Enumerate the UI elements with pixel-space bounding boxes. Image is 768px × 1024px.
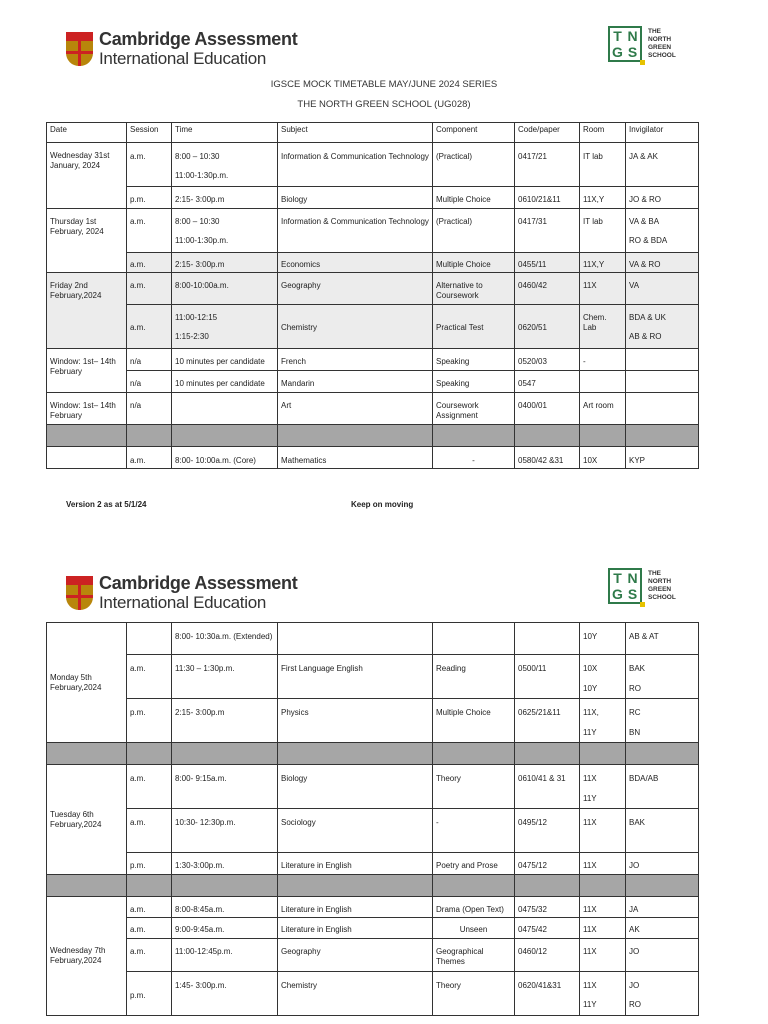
table-row: p.m. 2:15- 3:00p.m Physics Multiple Choice 0625/21&11 11X, 11Y RC BN — [47, 699, 699, 743]
school-logo-page2 — [608, 568, 676, 604]
cambridge-shield-icon — [66, 576, 93, 610]
timetable-title: IGSCE MOCK TIMETABLE MAY/JUNE 2024 SERIES — [270, 79, 498, 90]
table-row: Thursday 1st February, 2024 a.m. 8:00 – 10:30 11:00-1:30p.m. Information & Communication Technology (Practical) 0417/31 IT lab VA & BA RO & BDA — [47, 209, 699, 253]
table-row: p.m. 1:45- 3:00p.m. Chemistry Theory 0620/41&31 11X 11Y JO RO — [47, 972, 699, 1016]
table-row: Wednesday 7th February,2024 a.m. 8:00-8:45a.m. Literature in English Drama (Open Text) 0475/32 11X JA — [47, 897, 699, 918]
tngs-badge-icon: T N G S — [608, 568, 642, 604]
table-row: a.m. 9:00-9:45a.m. Literature in English Unseen 0475/42 11X AK — [47, 918, 699, 939]
header-row: Date Session Time Subject Component Code/paper Room Invigilator — [47, 123, 699, 143]
version-note: Version 2 as at 5/1/24 — [66, 500, 147, 509]
cambridge-logo-line1: Cambridge Assessment — [99, 29, 298, 49]
table-row: Friday 2nd February,2024 a.m. 8:00-10:00a.m. Geography Alternative to Coursework 0460/42 11X VA — [47, 273, 699, 305]
cambridge-shield-icon — [66, 32, 93, 66]
table-row: p.m. 1:30-3:00p.m. Literature in English Poetry and Prose 0475/12 11X JO — [47, 853, 699, 875]
cambridge-logo — [66, 30, 297, 68]
table-row: p.m. 2:15- 3:00p.m Biology Multiple Choice 0610/21&11 11X,Y JO & RO — [47, 187, 699, 209]
table-row: Tuesday 6th February,2024 a.m. 8:00- 9:15a.m. Biology Theory 0610/41 & 31 11X 11Y BDA/AB — [47, 765, 699, 809]
table-row: a.m. 11:30 – 1:30p.m. First Language English Reading 0500/11 10X 10Y BAK RO — [47, 655, 699, 699]
school-title: THE NORTH GREEN SCHOOL (UG028) — [297, 99, 471, 110]
table-row: Wednesday 31st January, 2024 a.m. 8:00 – 10:30 11:00-1:30p.m. Information & Communication Technology (Practical) 0417/21 IT lab JA & AK — [47, 143, 699, 187]
table-row: a.m. 11:00-12:15 1:15-2:30 Chemistry Practical Test 0620/51 Chem. Lab BDA & UK AB & RO — [47, 305, 699, 349]
table-row: Window: 1st– 14th February n/a 10 minutes per candidate French Speaking 0520/03 - — [47, 349, 699, 371]
cambridge-logo-line2: International Education — [99, 593, 267, 612]
table-row: a.m. 11:00-12:45p.m. Geography Geographical Themes 0460/12 11X JO — [47, 939, 699, 972]
timetable-page1 — [46, 122, 699, 469]
separator-row — [47, 743, 699, 765]
timetable-page2 — [46, 622, 699, 1016]
table-row: n/a 10 minutes per candidate Mandarin Speaking 0547 — [47, 371, 699, 393]
cambridge-logo-line1: Cambridge Assessment — [99, 573, 298, 593]
school-logo — [608, 26, 676, 62]
motto: Keep on moving — [351, 500, 414, 509]
separator-row — [47, 875, 699, 897]
table-row: Window: 1st– 14th February n/a Art Coursework Assignment 0400/01 Art room — [47, 393, 699, 425]
separator-row — [47, 425, 699, 447]
school-logo-text: THE NORTH GREEN SCHOOL — [648, 570, 676, 601]
table-row: Monday 5th February,2024 8:00- 10:30a.m. (Extended) 10Y AB & AT — [47, 623, 699, 655]
table-row: a.m. 2:15- 3:00p.m Economics Multiple Choice 0455/11 11X,Y VA & RO — [47, 253, 699, 273]
tngs-badge-icon: T N G S — [608, 26, 642, 62]
cambridge-logo-line2: International Education — [99, 49, 267, 68]
table-row: a.m. 8:00- 10:00a.m. (Core) Mathematics - 0580/42 &31 10X KYP — [47, 447, 699, 469]
table-row: a.m. 10:30- 12:30p.m. Sociology - 0495/12 11X BAK — [47, 809, 699, 853]
school-logo-text: THE NORTH GREEN SCHOOL — [648, 28, 676, 59]
cambridge-logo-page2 — [66, 574, 297, 612]
